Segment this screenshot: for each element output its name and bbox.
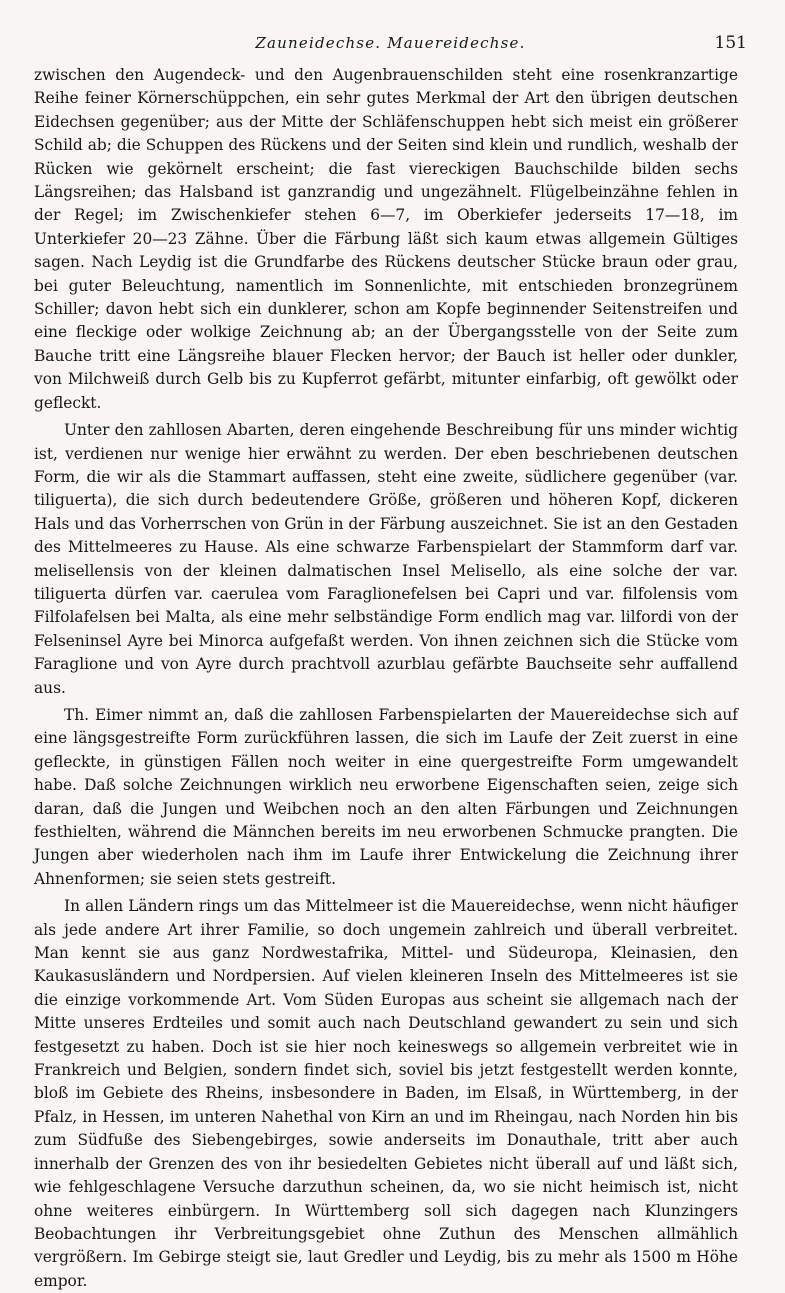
body-text: [34, 64, 738, 1293]
paragraph: zwischen den Augendeck- und den Augenbrauenschilden steht eine rosenkranzartige Reihe feiner Körnerschüppchen, ein sehr gutes Merkmal der Art den übrigen deutschen Eidechsen gegenüber; aus der Mitte der Schläfenschuppen hebt sich meist ein größerer Schild ab; die Schuppen des Rückens und der Seiten sind klein und rundlich, weshalb der Rücken wie gekörnelt erscheint; die fast viereckigen Bauchschilde bilden sechs Längsreihen; das Halsband ist ganzrandig und ungezähnelt. Flügelbeinzähne fehlen in der Regel; im Zwischenkiefer stehen 6—7, im Oberkiefer jederseits 17—18, im Unterkiefer 20—23 Zähne. Über die Färbung läßt sich kaum etwas allgemein Gültiges sagen. Nach Leydig ist die Grundfarbe des Rückens deutscher Stücke braun oder grau, bei guter Beleuchtung, namentlich im Sonnenlichte, mit entschieden bronzegrünem Schiller; davon hebt sich ein dunklerer, schon am Kopfe beginnender Seitenstreifen und eine fleckige oder wolkige Zeichnung ab; an der Übergangsstelle von der Seite zum Bauche tritt eine Längsreihe blauer Flecken hervor; der Bauch ist heller oder dunkler, von Milchweiß durch Gelb bis zu Kupferrot gefärbt, mitunter einfarbig, oft gewölkt oder gefleckt.: [34, 66, 738, 412]
page-number: 151: [714, 33, 747, 53]
paragraph: In allen Ländern rings um das Mittelmeer ist die Mauereidechse, wenn nicht häufiger als jede andere Art ihrer Familie, so doch ungemein zahlreich und überall verbreitet. Man kennt sie aus ganz Nordwestafrika, Mittel- und Südeuropa, Kleinasien, den Kaukasusländern und Nordpersien. Auf vielen kleineren Inseln des Mittelmeeres ist sie die einzige vorkommende Art. Vom Süden Europas aus scheint sie allgemach nach der Mitte unseres Erdteiles und somit auch nach Deutschland gewandert zu sein und sich festgesetzt zu haben. Doch ist sie hier noch keineswegs so allgemein verbreitet wie in Frankreich und Belgien, sondern findet sich, soviel bis jetzt festgestellt werden konnte, bloß im Gebiete des Rheins, insbesondere in Baden, im Elsaß, in Württemberg, in der Pfalz, in Hessen, im unteren Nahethal von Kirn an und im Rheingau, nach Norden hin bis zum Südfuße des Siebengebirges, sowie anderseits im Donauthale, tritt aber auch innerhalb der Grenzen des von ihr besiedelten Gebietes nicht überall auf und läßt sich, wie fehlgeschlagene Versuche darzuthun scheinen, da, wo sie nicht heimisch ist, nicht ohne weiteres einbürgern. In Württemberg soll sich dagegen nach Klunzingers Beobachtungen ihr Verbreitungsgebiet ohne Zuthun des Menschen allmählich vergrößern. Im Gebirge steigt sie, laut Gredler und Leydig, bis zu mehr als 1500 m Höhe empor.: [34, 897, 738, 1290]
page-header: [34, 34, 747, 60]
paragraph: Unter den zahllosen Abarten, deren eingehende Beschreibung für uns minder wichtig ist, verdienen nur wenige hier erwähnt zu werden. Der eben beschriebenen deutschen Form, die wir als die Stammart auffassen, steht eine zweite, südlichere gegenüber (var. tiliguerta), die sich durch bedeutendere Größe, größeren und höheren Kopf, dickeren Hals und das Vorherrschen von Grün in der Färbung auszeichnet. Sie ist an den Gestaden des Mittelmeeres zu Hause. Als eine schwarze Farbenspielart der Stammform darf var. melisellensis von der kleinen dalmatischen Insel Melisello, als eine solche der var. tiliguerta dürfen var. caerulea vom Faraglionefelsen bei Capri und var. filfolensis vom Filfolafelsen bei Malta, als eine mehr selbständige Form endlich mag var. lilfordi von der Felseninsel Ayre bei Minorca aufgefaßt werden. Von ihnen zeichnen sich die Stücke vom Faraglione und von Ayre durch prachtvoll azurblau gefärbte Bauchseite sehr auffallend aus.: [34, 421, 738, 697]
paragraph: Th. Eimer nimmt an, daß die zahllosen Farbenspielarten der Mauereidechse sich auf eine längsgestreifte Form zurückführen lassen, die sich im Laufe der Zeit zuerst in eine gefleckte, in günstigen Fällen noch weiter in eine quergestreifte Form umgewandelt habe. Daß solche Zeichnungen wirklich neu erworbene Eigenschaften seien, zeige sich daran, daß die Jungen und Weibchen noch an den alten Färbungen und Zeichnungen festhielten, während die Männchen bereits im neu erworbenen Schmucke prangten. Die Jungen aber wiederholen nach ihm im Laufe ihrer Entwickelung die Zeichnung ihrer Ahnenformen; sie seien stets gestreift.: [34, 705, 738, 888]
running-head: Zauneidechse. Mauereidechse.: [255, 34, 526, 52]
